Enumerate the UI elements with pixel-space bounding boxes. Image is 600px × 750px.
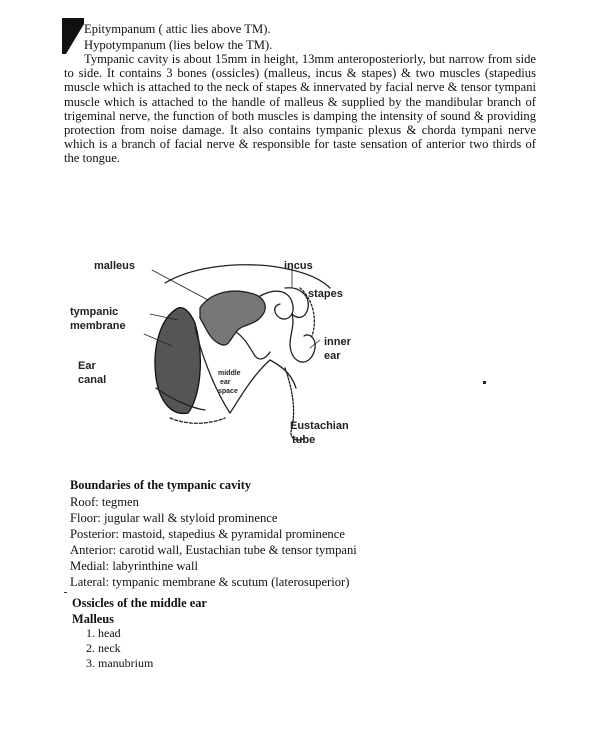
malleus-item-head: 1. head bbox=[86, 626, 121, 640]
boundary-floor: Floor: jugular wall & styloid prominence bbox=[70, 511, 278, 525]
boundary-medial: Medial: labyrinthine wall bbox=[70, 559, 199, 573]
middle-ear-figure bbox=[60, 248, 380, 458]
label-stapes: stapes bbox=[308, 288, 343, 300]
boundary-anterior: Anterior: carotid wall, Eustachian tube & tensor tympani bbox=[70, 543, 357, 557]
hypotympanum-line: Hypotympanum (lies below the TM). bbox=[84, 38, 273, 52]
epitympanum-line: Epitympanum ( attic lies above TM). bbox=[84, 22, 271, 36]
label-space: space bbox=[218, 388, 238, 395]
stray-mark bbox=[483, 381, 486, 384]
tympanic-membrane-shape bbox=[155, 308, 200, 414]
label-inner: inner bbox=[324, 336, 351, 348]
label-inner-ear: ear bbox=[324, 350, 341, 362]
label-middle: middle bbox=[218, 370, 241, 377]
corner-mark-icon bbox=[62, 18, 84, 54]
malleus-item-neck: 2. neck bbox=[86, 641, 121, 655]
label-canal: canal bbox=[78, 374, 107, 386]
inner-ear-shape bbox=[290, 314, 315, 362]
boundaries-heading: Boundaries of the tympanic cavity bbox=[70, 478, 252, 492]
tympanic-cavity-paragraph bbox=[64, 52, 536, 166]
label-eustachian: Eustachian bbox=[290, 420, 349, 432]
label-middle-ear: ear bbox=[220, 379, 231, 386]
malleus-subheading: Malleus bbox=[72, 612, 114, 626]
label-ear: Ear bbox=[78, 360, 96, 372]
ossicles-heading: Ossicles of the middle ear bbox=[72, 596, 207, 610]
boundary-roof: Roof: tegmen bbox=[70, 495, 139, 509]
boundary-posterior: Posterior: mastoid, stapedius & pyramidal prominence bbox=[70, 527, 345, 541]
label-tube: tube bbox=[292, 434, 316, 446]
stray-tick bbox=[64, 592, 67, 593]
boundary-lateral: Lateral: tympanic membrane & scutum (laterosuperior) bbox=[70, 575, 350, 589]
label-malleus: malleus bbox=[94, 260, 135, 272]
ossicle-chain-shape bbox=[200, 291, 265, 345]
label-membrane: membrane bbox=[70, 320, 126, 332]
malleus-item-manubrium: 3. manubrium bbox=[86, 656, 154, 670]
label-tympanic: tympanic bbox=[70, 306, 119, 318]
paragraph-text: Tympanic cavity is about 15mm in height, 13mm anteroposteriorly, but narrow from side to side. It contains 3 bones (ossicles) (malleus, incus & stapes) & two muscles (stapedius muscle which is attached to the neck of stapes & innervated by facial nerve & tensor tympani muscle which is attached to the handle of malleus & supplied by the mandibular branch of trigeminal nerve, the function of both muscles is damping the intensity of sound & providing protection from noise damage. It also contains tympanic plexus & chorda tympani nerve which is a branch of facial nerve & responsible for taste sensation of anterior two thirds of the tongue. bbox=[64, 52, 536, 166]
label-incus: incus bbox=[284, 260, 313, 272]
